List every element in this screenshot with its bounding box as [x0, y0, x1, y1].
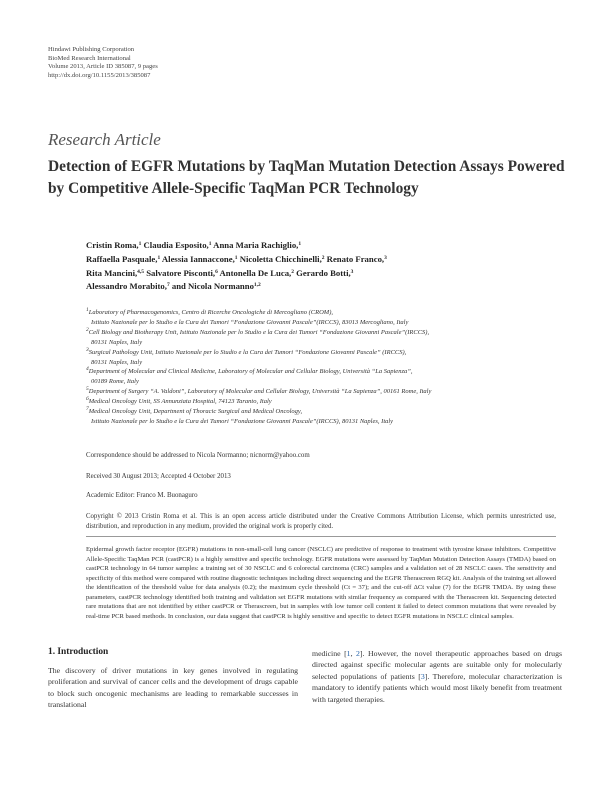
affiliation: [86, 328, 556, 348]
author-name-text: Nicoletta Chicchinelli,: [239, 253, 322, 264]
affiliation-line: Istituto Nazionale per lo Studio e la Cura dei Tumori “Fondazione Giovanni Pascale”(IRCCS), 80131 Naples, Italy: [91, 417, 394, 425]
citation-link[interactable]: 3: [420, 671, 425, 681]
author-affiliation-marker: 1: [208, 241, 212, 247]
author-name-text: Raffaella Pasquale,: [86, 253, 158, 264]
affiliation: [86, 407, 556, 427]
volume-line: Volume 2013, Article ID 385087, 9 pages: [48, 63, 158, 71]
citation-link[interactable]: 1: [346, 649, 351, 658]
affiliation-line: Department of Molecular and Clinical Medicine, Laboratory of Molecular and Cellular Biology, Università “La Sapienza”,: [88, 368, 413, 376]
affiliation-line: 80131 Naples, Italy: [91, 358, 143, 366]
author-name-text: Anna Maria Rachiglio,: [213, 240, 299, 250]
affiliation-line: Department of Surgery “A. Valdoni”, Laboratory of Molecular and Cellular Biology, Università “La Sapienza”, 00161 Rome, Italy: [88, 388, 432, 396]
affiliation-list: [86, 308, 556, 427]
article-type: Research Article: [48, 130, 161, 149]
author-name: [144, 240, 212, 250]
author-name: [172, 281, 261, 291]
doi-link[interactable]: http://dx.doi.org/10.1155/2013/385087: [48, 71, 151, 79]
author-name: [213, 240, 301, 250]
author-name: [220, 268, 294, 278]
affiliation: [86, 348, 556, 368]
affiliation-number: 7: [86, 406, 89, 413]
intro-left-column: The discovery of driver mutations in key genes involved in regulating proliferation and survival of cancer cells and the development of drugs capable to block such oncogenic mechanisms are leading to remarkable successes in translational: [48, 666, 298, 710]
author-affiliation-marker: 7: [166, 282, 170, 289]
intro-text-part: ,: [350, 649, 357, 658]
journal-header: [48, 46, 158, 80]
author-affiliation-marker: 4,5: [137, 268, 145, 275]
affiliation-line: Cell Biology and Biotherapy Unit, Istituto Nazionale per lo Studio e la Cura dei Tumori “Fondazione Giovanni Pascale”(IRCCS),: [88, 328, 430, 336]
author-name: [296, 268, 353, 278]
abstract-text: Epidermal growth factor receptor (EGFR) mutations in non-small-cell lung cancer (NSCLC) are predictive of response to treatment with tyrosine kinase inhibitors. Competitive Allele-Specific TaqMan PCR (castPCR) is a highly sensitive and specific technology. EGFR mutations were assessed by TaqMan Mutation Detection Assays (TMDA) based on castPCR technology in 64 tumor samples: a training set of 30 NSCLC and 6 colorectal carcinoma (CRC) samples and a validation set of 28 NSCLC cases. The sensitivity and specificity of this method were compared with routine diagnostic techniques including direct sequencing and the EGFR Therascreen RGQ kit. Analysis of the training set allowed the identification of the threshold value for data analysis (0.2); the maximum cycle threshold (Ct = 37); and the cut-off ΔCt value (7) for the EGFR TMDA. By using these parameters, castPCR technology identified both training and validation set EGFR mutations with similar frequency as compared with the Therascreen kit. Sequencing detected rare mutations that are not identified by either castPCR or Therascreen, but in samples with low tumor cell content it failed to detect common mutations that were revealed by real-time PCR based methods. In conclusion, our data suggest that castPCR is highly sensitive and specific to detect EGFR mutations in NSCLC clinical samples.: [86, 546, 556, 620]
intro-right-column: [312, 648, 562, 705]
author-affiliation-marker: 6: [215, 268, 218, 275]
author-name-text: Alessia Iannaccone,: [161, 253, 235, 264]
author-name-text: Rita Mancini,: [86, 267, 138, 278]
affiliation-number: 6: [86, 396, 89, 403]
affiliation-line: Surgical Pathology Unit, Istituto Nazionale per lo Studio e la Cura dei Tumori “Fondazione Giovanni Pascale” (IRCCS),: [88, 348, 407, 356]
affiliation-line: Medical Oncology Unit, SS Annunziata Hospital, 74123 Taranto, Italy: [88, 398, 272, 406]
affiliation-line: 00189 Rome, Italy: [91, 378, 139, 386]
author-name-text: and Nicola Normanno: [171, 281, 254, 292]
affiliation-line: Istituto Nazionale per lo Studio e la Cura dei Tumori “Fondazione Giovanni Pascale”(IRCCS), 83013 Mercogliano, Italy: [91, 318, 409, 326]
divider: [86, 536, 556, 537]
author-affiliation-marker: 1: [157, 254, 161, 261]
author-name: [86, 254, 160, 264]
author-name-text: Cristin Roma,: [86, 240, 139, 250]
author-name-text: Alessandro Morabito,: [86, 281, 167, 292]
editor-line: Academic Editor: Franco M. Buonaguro: [86, 492, 198, 499]
author-list: [86, 239, 556, 294]
affiliation-number: 3: [86, 346, 89, 353]
author-affiliation-marker: 1: [234, 254, 238, 261]
section-heading: 1. Introduction: [48, 647, 109, 657]
author-name: [86, 240, 141, 250]
author-name-text: Gerardo Botti,: [296, 267, 351, 278]
article-title: Detection of EGFR Mutations by TaqMan Mutation Detection Assays Powered by Competitive Allele-Specific TaqMan PCR Technology: [48, 158, 565, 197]
intro-text-part: medicine [: [312, 649, 347, 658]
citation-link[interactable]: 2: [356, 649, 360, 658]
author-name-text: Antonella De Luca,: [219, 267, 292, 278]
affiliation-number: 2: [86, 326, 89, 333]
author-affiliation-marker: 1: [298, 241, 302, 247]
author-name: [86, 268, 144, 278]
publisher-line: Hindawi Publishing Corporation: [48, 46, 135, 53]
author-affiliation-marker: 3: [384, 254, 387, 261]
author-name: [327, 254, 387, 264]
affiliation-number: 5: [86, 386, 89, 393]
affiliation: [86, 387, 556, 397]
affiliation-line: 80131 Naples, Italy: [91, 338, 143, 346]
author-affiliation-marker: 1: [138, 241, 142, 247]
author-affiliation-marker: 2: [291, 268, 294, 275]
copyright-notice: Copyright © 2013 Cristin Roma et al. This is an open access article distributed under the Creative Commons Attribution License, which permits unrestricted use, distribution, and reproduction in any medium, provided the original work is properly cited.: [86, 513, 556, 531]
affiliation: [86, 308, 556, 328]
affiliation: [86, 397, 556, 407]
affiliation-number: 4: [86, 366, 89, 373]
author-affiliation-marker: 1,2: [253, 282, 261, 289]
intro-text-part: ]. However, the novel therapeutic approaches based on drugs directed against specific molecular agents are suitable only for molecularly selected populations of patients [: [312, 649, 562, 681]
affiliation-number: 1: [86, 307, 89, 313]
author-name-text: Salvatore Pisconti,: [146, 267, 216, 278]
author-name: [86, 281, 170, 291]
affiliation: [86, 367, 556, 387]
correspondence-line: Correspondence should be addressed to Nicola Normanno; nicnorm@yahoo.com: [86, 452, 310, 459]
affiliation-line: Laboratory of Pharmacogenomics, Centro di Ricerche Oncologiche di Mercogliano (CROM),: [88, 309, 333, 316]
journal-line: BioMed Research International: [48, 54, 131, 62]
author-name: [146, 268, 218, 278]
author-name: [162, 254, 238, 264]
dates-line: Received 30 August 2013; Accepted 4 October 2013: [86, 473, 231, 480]
author-name-text: Renato Franco,: [326, 253, 385, 264]
author-affiliation-marker: 3: [350, 268, 354, 275]
intro-text-part: ]. Therefore, molecular characterization is mandatory to identify patients which would most likely benefit from treatment with targeted therapies.: [312, 671, 562, 704]
author-affiliation-marker: 2: [321, 254, 325, 261]
author-name-text: Claudia Esposito,: [143, 240, 209, 250]
author-name: [240, 254, 325, 264]
affiliation-line: Medical Oncology Unit, Department of Thoracic Surgical and Medical Oncology,: [88, 408, 303, 416]
